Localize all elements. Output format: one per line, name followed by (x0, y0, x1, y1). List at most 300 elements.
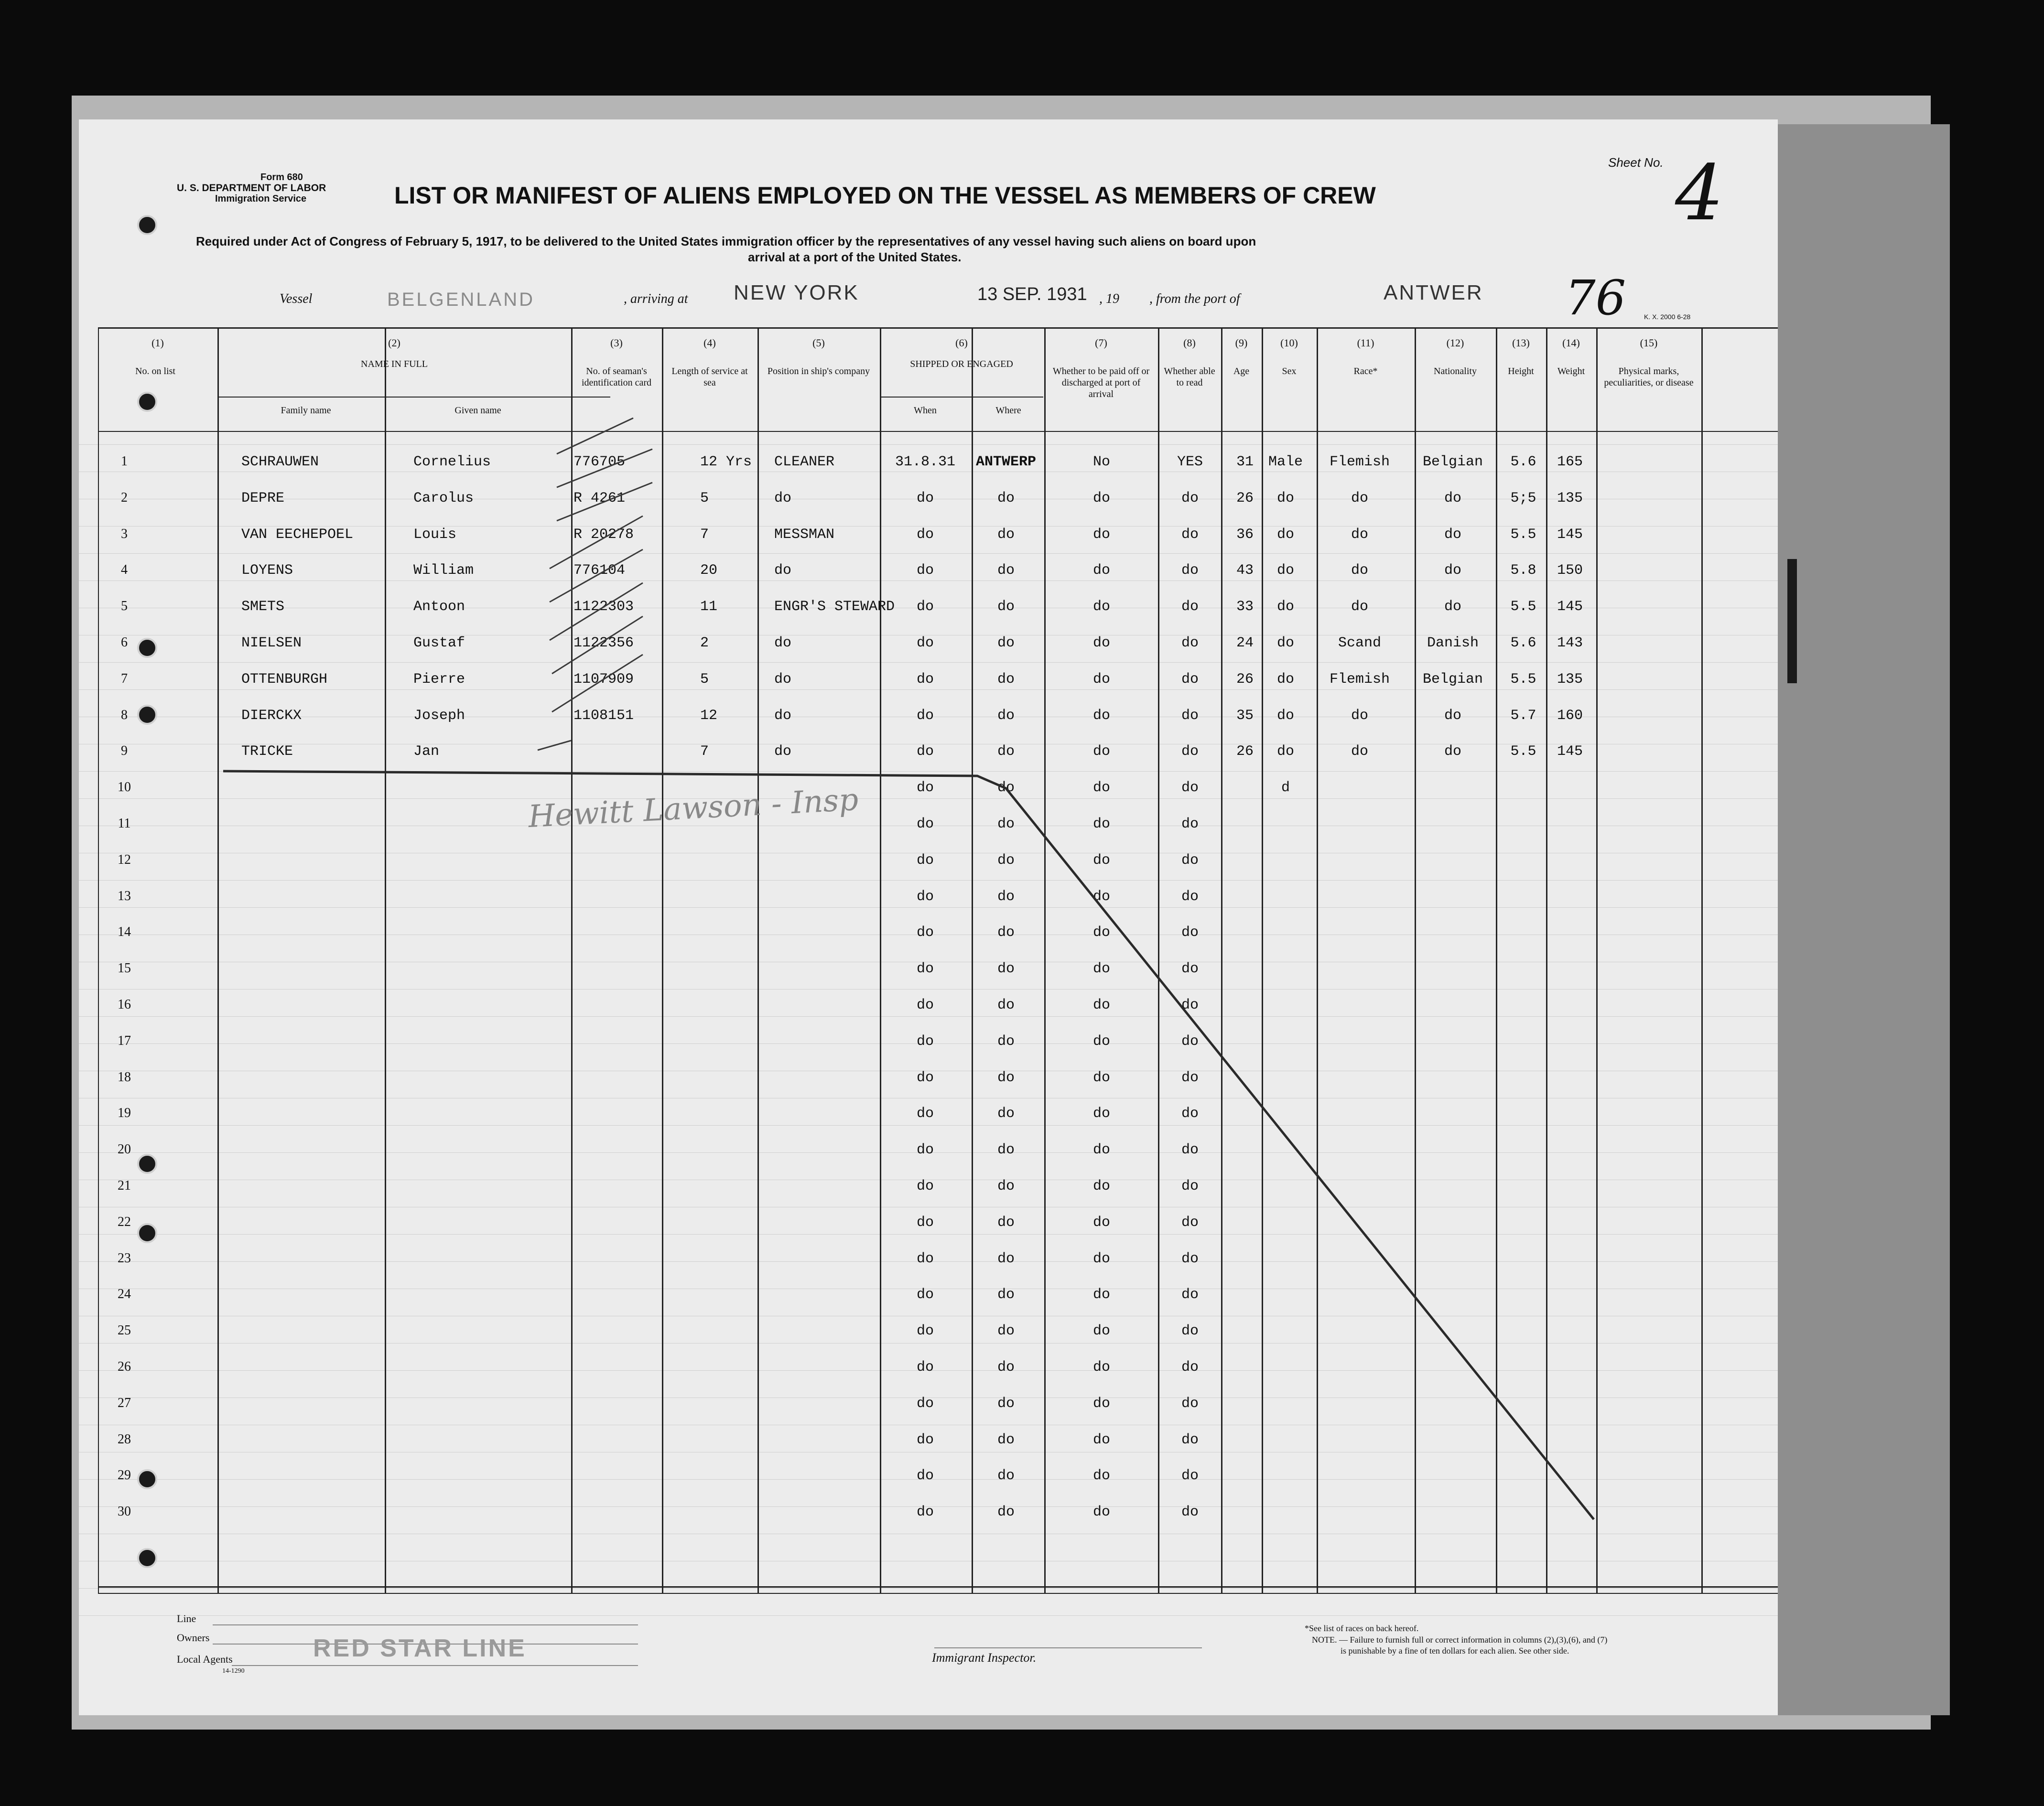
cell-read: do (1181, 961, 1199, 978)
cell-no: 7 (121, 671, 128, 686)
column-header: Whether able to read (1164, 366, 1215, 388)
cell-sex: do (1276, 562, 1294, 579)
cell-height: 5;5 (1510, 490, 1536, 506)
cell-age: 26 (1236, 743, 1254, 760)
cancellation-line (79, 119, 1778, 1715)
cell-where: do (997, 997, 1015, 1013)
cell-no: 3 (121, 526, 128, 541)
cell-when: do (916, 1323, 934, 1340)
column-header: Whether to be paid off or discharged at port of arrival (1052, 366, 1150, 399)
cell-where: do (997, 599, 1015, 615)
cell-read: do (1181, 635, 1199, 651)
cell-height: 5.5 (1510, 599, 1536, 615)
cell-length: 2 (700, 635, 709, 651)
cell-when: do (916, 961, 934, 978)
cell-paid: do (1092, 1323, 1110, 1340)
cell-no: 26 (118, 1359, 131, 1374)
cell-read: do (1181, 888, 1199, 905)
cell-where: do (997, 780, 1015, 796)
cell-weight: 150 (1557, 562, 1583, 579)
cell-when: do (916, 1142, 934, 1159)
cell-where: do (997, 1214, 1015, 1231)
cell-weight: 135 (1557, 671, 1583, 688)
cell-position: MESSMAN (774, 526, 835, 543)
document-title: LIST OR MANIFEST OF ALIENS EMPLOYED ON THE VESSEL AS MEMBERS OF CREW (394, 182, 1376, 209)
cell-family: DEPRE (241, 490, 285, 506)
cell-given: Jan (413, 743, 440, 760)
cell-given: Joseph (413, 707, 465, 724)
cell-paid: do (1092, 1214, 1110, 1231)
cell-position: do (774, 707, 792, 724)
cell-paid: No (1092, 454, 1110, 470)
cell-paid: do (1092, 562, 1110, 579)
cell-family: NIELSEN (241, 635, 302, 651)
cell-no: 25 (118, 1323, 131, 1338)
cell-paid: do (1092, 1178, 1110, 1194)
cell-paid: do (1092, 1287, 1110, 1303)
cell-where: do (997, 1395, 1015, 1412)
cell-position: CLEANER (774, 454, 835, 470)
cell-given: Carolus (413, 490, 474, 506)
cell-no: 16 (118, 997, 131, 1012)
year-label: , 19 (1099, 291, 1119, 306)
cell-read: do (1181, 1178, 1199, 1194)
cell-when: do (916, 1178, 934, 1194)
cell-card: R 20278 (573, 526, 634, 543)
cell-nationality: do (1444, 743, 1461, 760)
cell-paid: do (1092, 1106, 1110, 1122)
cell-read: do (1181, 997, 1199, 1013)
cell-when: do (916, 1504, 934, 1521)
cell-paid: do (1092, 1033, 1110, 1050)
cell-age: 43 (1236, 562, 1254, 579)
cell-no: 22 (118, 1214, 131, 1229)
cell-given: Cornelius (413, 454, 491, 470)
cell-sex: do (1276, 707, 1294, 724)
cell-where: do (997, 1504, 1015, 1521)
cell-where: do (997, 888, 1015, 905)
column-header: Position in ship's company (767, 366, 870, 376)
cell-height: 5.6 (1510, 635, 1536, 651)
column-header: Length of service at sea (671, 366, 748, 388)
column-number: (5) (812, 337, 825, 349)
cell-no: 30 (118, 1504, 131, 1519)
cell-nationality: do (1444, 526, 1461, 543)
cell-when: do (916, 526, 934, 543)
inspector-underline (934, 1647, 1202, 1648)
column-number: (7) (1095, 337, 1107, 349)
cell-when: do (916, 1431, 934, 1448)
cell-weight: 165 (1557, 454, 1583, 470)
cell-no: 9 (121, 743, 128, 759)
owners-label: Owners (177, 1632, 210, 1644)
cell-when: do (916, 490, 934, 506)
inspector-label: Immigrant Inspector. (932, 1651, 1037, 1665)
arrival-port: NEW YORK (734, 281, 859, 304)
line-underline (213, 1624, 638, 1625)
column-header: Physical marks, peculiarities, or disease (1604, 366, 1694, 388)
cell-read: do (1181, 1395, 1199, 1412)
cell-age: 26 (1236, 671, 1254, 688)
cell-where: do (997, 1033, 1015, 1050)
cell-when: do (916, 1359, 934, 1376)
cell-weight: 145 (1557, 743, 1583, 760)
from-port: ANTWER (1384, 281, 1483, 304)
column-number: (6) (955, 337, 968, 349)
cell-height: 5.7 (1510, 707, 1536, 724)
cell-when: do (916, 707, 934, 724)
cell-height: 5.6 (1510, 454, 1536, 470)
cell-read: do (1181, 1214, 1199, 1231)
cell-where: do (997, 1323, 1015, 1340)
cell-family: TRICKE (241, 743, 293, 760)
column-number: (15) (1640, 337, 1658, 349)
races-note: *See list of races on back hereof. (1305, 1623, 1419, 1633)
cell-length: 7 (700, 743, 709, 760)
cell-when: do (916, 816, 934, 832)
cell-given: Antoon (413, 599, 465, 615)
cell-read: do (1181, 1287, 1199, 1303)
cell-nationality: do (1444, 562, 1461, 579)
cell-where: do (997, 743, 1015, 760)
column-number: (12) (1446, 337, 1464, 349)
sheet-number-label: Sheet No. (1608, 155, 1664, 170)
cell-no: 17 (118, 1033, 131, 1048)
cell-no: 10 (118, 780, 131, 795)
cell-no: 20 (118, 1142, 131, 1157)
cell-paid: do (1092, 924, 1110, 941)
family-name-header: Family name (281, 405, 331, 416)
column-number: (11) (1357, 337, 1374, 349)
column-number: (14) (1562, 337, 1580, 349)
cell-read: do (1181, 1142, 1199, 1159)
cell-paid: do (1092, 1359, 1110, 1376)
cell-paid: do (1092, 816, 1110, 832)
cell-read: do (1181, 924, 1199, 941)
cell-no: 11 (118, 816, 131, 831)
cell-race: do (1351, 526, 1368, 543)
column-number: (13) (1512, 337, 1530, 349)
column-header: NAME IN FULL (361, 359, 428, 369)
cell-no: 24 (118, 1287, 131, 1302)
cell-when: do (916, 1468, 934, 1484)
cell-read: do (1181, 1033, 1199, 1050)
cell-paid: do (1092, 707, 1110, 724)
cell-where: do (997, 526, 1015, 543)
cell-read: do (1181, 780, 1199, 796)
cell-race: do (1351, 562, 1368, 579)
cell-where: do (997, 961, 1015, 978)
cell-paid: do (1092, 1468, 1110, 1484)
cell-length: 12 Yrs (700, 454, 752, 470)
document-subtitle-line1: Required under Act of Congress of February 5, 1917, to be delivered to the United States immigration officer by the representatives of any vessel having such aliens on board upon (196, 234, 1256, 248)
cell-paid: do (1092, 1395, 1110, 1412)
cell-family: VAN EECHEPOEL (241, 526, 354, 543)
sheet-number: 4 (1675, 148, 1724, 237)
cell-age: 26 (1236, 490, 1254, 506)
column-number: (3) (610, 337, 623, 349)
agents-underline (232, 1665, 638, 1666)
given-name-header: Given name (454, 405, 501, 416)
cell-card: 1122356 (573, 635, 634, 651)
cell-paid: do (1092, 997, 1110, 1013)
cell-race: Flemish (1329, 671, 1390, 688)
cell-when: do (916, 635, 934, 651)
cell-paid: do (1092, 1504, 1110, 1521)
cell-card: 1108151 (573, 707, 634, 724)
cell-when: do (916, 997, 934, 1013)
vessel-label: Vessel (280, 291, 313, 306)
cell-card: 1122303 (573, 599, 634, 615)
cell-read: do (1181, 1250, 1199, 1267)
cell-race: Flemish (1329, 454, 1390, 470)
cell-no: 2 (121, 490, 128, 505)
cell-no: 28 (118, 1431, 131, 1447)
column-header: No. on list (135, 366, 175, 376)
cell-read: do (1181, 1069, 1199, 1086)
cell-weight: 143 (1557, 635, 1583, 651)
cell-when: do (916, 743, 934, 760)
cell-age: 36 (1236, 526, 1254, 543)
cell-read: do (1181, 1359, 1199, 1376)
cell-family: SMETS (241, 599, 285, 615)
cell-sex: do (1276, 671, 1294, 688)
cell-where: do (997, 1287, 1015, 1303)
cell-read: do (1181, 599, 1199, 615)
cell-paid: do (1092, 490, 1110, 506)
penalty-note-2: is punishable by a fine of ten dollars for each alien. See other side. (1341, 1646, 1569, 1656)
cell-given: Louis (413, 526, 457, 543)
cell-when: do (916, 888, 934, 905)
cell-sex: do (1276, 743, 1294, 760)
cell-where: do (997, 671, 1015, 688)
cell-where: do (997, 707, 1015, 724)
cell-length: 5 (700, 490, 709, 506)
cell-where: do (997, 635, 1015, 651)
document-subtitle-line2: arrival at a port of the United States. (748, 250, 962, 264)
cell-no: 6 (121, 635, 128, 650)
cell-paid: do (1092, 888, 1110, 905)
cell-weight: 145 (1557, 599, 1583, 615)
cell-sex: do (1276, 599, 1294, 615)
back-page-edge (1787, 559, 1797, 683)
cell-no: 1 (121, 454, 128, 469)
cell-read: do (1181, 1323, 1199, 1340)
print-code: K. X. 2000 6-28 (1644, 313, 1691, 321)
cell-sex: do (1276, 635, 1294, 651)
arriving-label: , arriving at (624, 291, 688, 306)
cell-sex: do (1276, 526, 1294, 543)
cell-when: do (916, 852, 934, 869)
cell-family: OTTENBURGH (241, 671, 328, 688)
cell-position: do (774, 743, 792, 760)
cell-paid: do (1092, 1250, 1110, 1267)
cell-paid: do (1092, 1069, 1110, 1086)
cell-where: do (997, 1106, 1015, 1122)
cell-paid: do (1092, 780, 1110, 796)
cell-where: do (997, 1431, 1015, 1448)
cell-paid: do (1092, 599, 1110, 615)
cell-position: ENGR'S STEWARD (774, 599, 895, 615)
cell-where: do (997, 490, 1015, 506)
cell-nationality: Belgian (1422, 454, 1483, 470)
cell-sex: do (1276, 490, 1294, 506)
cell-position: do (774, 635, 792, 651)
cell-paid: do (1092, 1431, 1110, 1448)
column-number: (10) (1280, 337, 1298, 349)
column-header: Age (1233, 366, 1250, 376)
cell-read: do (1181, 816, 1199, 832)
cell-no: 12 (118, 852, 131, 867)
cell-length: 12 (700, 707, 718, 724)
cell-length: 5 (700, 671, 709, 688)
cell-where: do (997, 924, 1015, 941)
cell-paid: do (1092, 961, 1110, 978)
cell-weight: 160 (1557, 707, 1583, 724)
cell-paid: do (1092, 671, 1110, 688)
cell-paid: do (1092, 526, 1110, 543)
cell-paid: do (1092, 852, 1110, 869)
cell-card: 776104 (573, 562, 626, 579)
column-header: No. of seaman's identification card (581, 366, 652, 388)
arrival-date: 13 SEP. 1931 (977, 284, 1087, 304)
agent-stamp: RED STAR LINE (313, 1634, 527, 1662)
cell-read: do (1181, 1504, 1199, 1521)
cell-when: do (916, 671, 934, 688)
agents-code: 14-1290 (222, 1667, 245, 1675)
cell-where: do (997, 1178, 1015, 1194)
cell-nationality: do (1444, 599, 1461, 615)
local-agents-label: Local Agents (177, 1653, 233, 1665)
cell-position: do (774, 671, 792, 688)
cell-no: 18 (118, 1069, 131, 1085)
page-number: 76 (1565, 270, 1626, 326)
cell-read: do (1181, 671, 1199, 688)
column-number: (8) (1183, 337, 1196, 349)
cell-where: ANTWERP (975, 454, 1037, 470)
cell-age: 31 (1236, 454, 1254, 470)
cell-no: 4 (121, 562, 128, 578)
column-header: Race* (1353, 366, 1378, 376)
cell-family: LOYENS (241, 562, 293, 579)
service-name: Immigration Service (215, 194, 307, 204)
cell-weight: 135 (1557, 490, 1583, 506)
cell-card: 776705 (573, 454, 626, 470)
line-label: Line (177, 1612, 196, 1624)
manifest-sheet (79, 119, 1778, 1715)
column-number: (4) (703, 337, 716, 349)
form-number: Form 680 (260, 172, 303, 183)
cell-where: do (997, 1069, 1015, 1086)
cell-race: do (1351, 490, 1368, 506)
cell-when: do (916, 924, 934, 941)
cell-no: 15 (118, 961, 131, 976)
cell-age: 35 (1236, 707, 1254, 724)
cell-no: 21 (118, 1178, 131, 1193)
cell-nationality: do (1444, 707, 1461, 724)
cell-nationality: Danish (1427, 635, 1479, 651)
cell-when: do (916, 1069, 934, 1086)
cell-position: do (774, 490, 792, 506)
cell-read: do (1181, 852, 1199, 869)
cell-where: do (997, 1142, 1015, 1159)
cell-when: do (916, 1250, 934, 1267)
cell-when: do (916, 1033, 934, 1050)
cell-age: 33 (1236, 599, 1254, 615)
cell-read: do (1181, 1468, 1199, 1484)
cell-read: do (1181, 707, 1199, 724)
where-header: Where (995, 405, 1021, 416)
column-number: (2) (388, 337, 400, 349)
cell-height: 5.5 (1510, 671, 1536, 688)
cell-no: 13 (118, 888, 131, 903)
cell-length: 7 (700, 526, 709, 543)
cell-when: 31.8.31 (895, 454, 956, 470)
cell-when: do (916, 599, 934, 615)
cell-where: do (997, 816, 1015, 832)
cell-when: do (916, 1214, 934, 1231)
cell-race: do (1351, 599, 1368, 615)
from-port-label: , from the port of (1149, 291, 1240, 306)
cell-height: 5.5 (1510, 743, 1536, 760)
cell-card: R 4261 (573, 490, 626, 506)
when-header: When (914, 405, 937, 416)
cell-height: 5.5 (1510, 526, 1536, 543)
cell-no: 29 (118, 1468, 131, 1483)
cell-read: do (1181, 526, 1199, 543)
cell-when: do (916, 1106, 934, 1122)
cell-card: 1107909 (573, 671, 634, 688)
cell-where: do (997, 562, 1015, 579)
column-header: SHIPPED OR ENGAGED (910, 359, 1013, 369)
cell-nationality: Belgian (1422, 671, 1483, 688)
cell-race: Scand (1338, 635, 1381, 651)
cell-race: do (1351, 743, 1368, 760)
cell-paid: do (1092, 635, 1110, 651)
cell-where: do (997, 1359, 1015, 1376)
cell-where: do (997, 1468, 1015, 1484)
cell-sex: Male (1268, 454, 1303, 470)
cell-no: 19 (118, 1106, 131, 1121)
cell-read: YES (1177, 454, 1203, 470)
cell-read: do (1181, 562, 1199, 579)
column-header: Nationality (1434, 366, 1477, 376)
cell-read: do (1181, 1106, 1199, 1122)
cell-family: DIERCKX (241, 707, 302, 724)
cell-read: do (1181, 1431, 1199, 1448)
vessel-name: BELGENLAND (387, 289, 535, 310)
cell-given: Pierre (413, 671, 465, 688)
department-name: U. S. DEPARTMENT OF LABOR (177, 183, 326, 194)
cell-where: do (997, 852, 1015, 869)
cell-weight: 145 (1557, 526, 1583, 543)
cell-no: 5 (121, 599, 128, 614)
inspector-signature: Hewitt Lawson - Insp (527, 782, 859, 835)
column-number: (9) (1235, 337, 1248, 349)
cell-no: 14 (118, 924, 131, 940)
column-number: (1) (151, 337, 164, 349)
cell-when: do (916, 780, 934, 796)
cell-no: 27 (118, 1395, 131, 1410)
cell-length: 11 (700, 599, 718, 615)
cell-when: do (916, 1395, 934, 1412)
cell-read: do (1181, 490, 1199, 506)
cell-no: 23 (118, 1250, 131, 1266)
cell-nationality: do (1444, 490, 1461, 506)
cell-when: do (916, 1287, 934, 1303)
column-header: Sex (1282, 366, 1297, 376)
cell-length: 20 (700, 562, 718, 579)
